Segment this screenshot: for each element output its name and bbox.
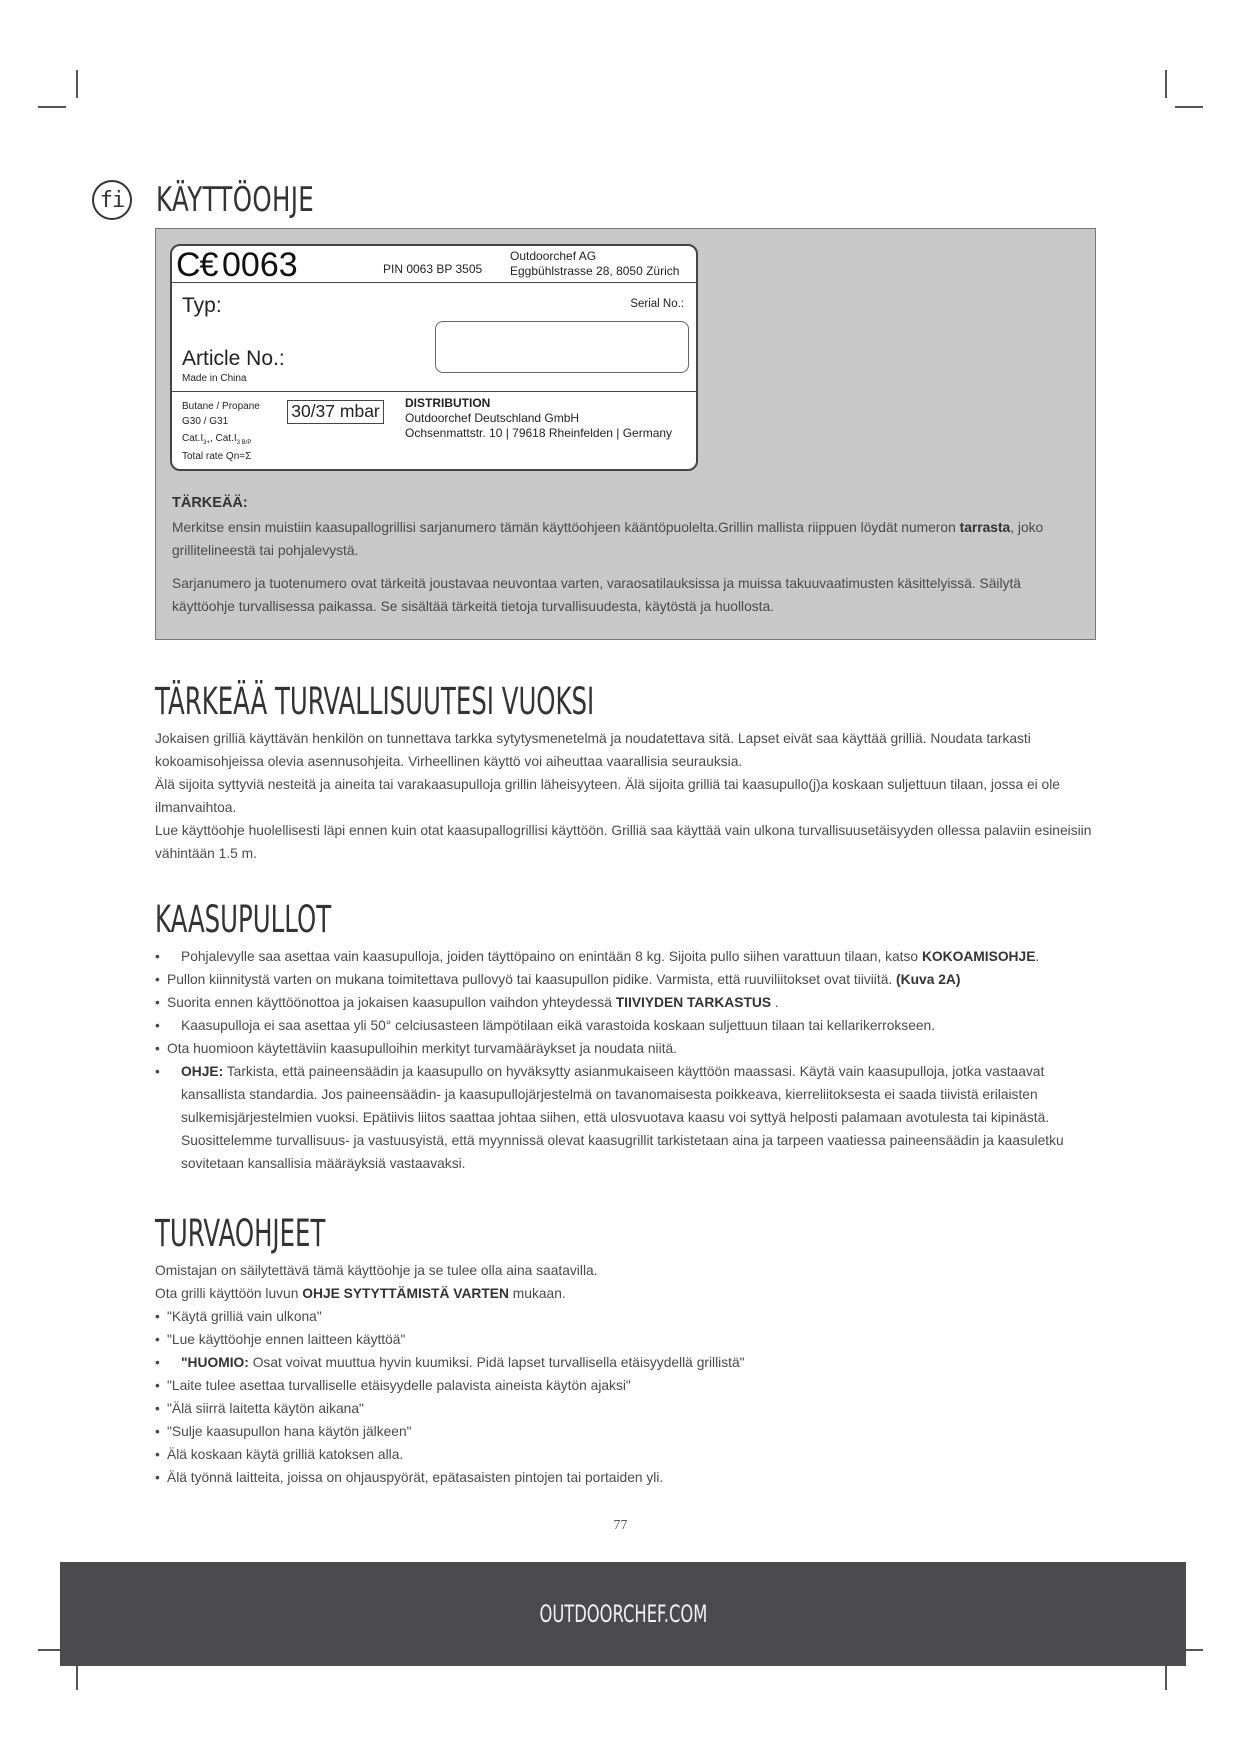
section-title-cylinders: KAASUPULLOT	[155, 898, 332, 941]
ce-mark-icon: C€	[176, 246, 218, 284]
distributor-name: Outdoorchef Deutschland GmbH	[405, 411, 580, 425]
list-item: • Pohjalevylle saa asettaa vain kaasupulloja, joiden täyttöpaino on enintään 8 kg. Sijoita pullo siihen varattuun tilaan, katso KOKOAMISOHJE.	[155, 949, 1040, 964]
list-item: • Älä koskaan käytä grilliä katoksen alla.	[155, 1447, 404, 1462]
serial-number-field	[435, 321, 689, 373]
made-in-label: Made in China	[182, 373, 247, 384]
cylinders-list	[155, 945, 1095, 1175]
instructions-text	[155, 1259, 1095, 1305]
footer-website-text: OUTDOORCHEF.COM	[539, 1600, 707, 1628]
list-item: • Älä työnnä laitteita, joissa on ohjauspyörät, epätasaisten pintojen tai portaiden yli.	[155, 1470, 664, 1485]
footer-website	[60, 1600, 1186, 1628]
ce-number: 0063	[222, 246, 298, 284]
instructions-paragraph: Omistajan on säilytettävä tämä käyttöohje ja se tulee olla aina saatavilla.	[155, 1263, 598, 1278]
gas-type-line: Butane / Propane	[182, 401, 260, 412]
plate-footer	[172, 391, 696, 473]
list-item: • "Älä siirrä laitetta käytön aikana"	[155, 1401, 364, 1416]
important-heading: TÄRKEÄÄ:	[172, 495, 248, 511]
safety-text	[155, 727, 1095, 865]
crop-mark	[76, 70, 78, 98]
list-item: • Ota huomioon käytettäviin kaasupulloihin merkityt turvamääräykset ja noudata niitä.	[155, 1041, 677, 1056]
list-item: • "Lue käyttöohje ennen laitteen käyttöä"	[155, 1332, 406, 1347]
total-rate: Total rate Qn=Σ	[182, 451, 252, 462]
footer-bar	[60, 1562, 1186, 1666]
list-item: • OHJE: Tarkista, että paineensäädin ja kaasupullo on hyväksytty asianmukaiseen käyttöön maassasi. Käytä vain kaasupulloja, jotka vastaavat kansallista standardia. Jos paineensäädin- ja kaasupullojärjestelmä on tavanomaisesta poikkeava, kierreliitoksesta ei saada tiivistä erilaisten sulkemisjärjestelmien vuoksi. Epätiivis liitos saattaa johtaa siihen, että ulosvuotava kaasu voi syttyä helposti palamaan avotulesta tai kipinästä. Suosittelemme turvallisuus- ja vastuusyistä, että myynnissä olevat kaasugrillit tarkistetaan aina ja tarpeen vaatiessa paineensäädin ja kaasuletku sovitetaan kansallisia määräyksiä vastaavaksi.	[155, 1064, 1064, 1171]
plate-header	[172, 246, 696, 283]
section-title-instructions: TURVAOHJEET	[155, 1212, 326, 1255]
list-item: • Pullon kiinnitystä varten on mukana toimitettava pullovyö tai kaasupullon pidike. Varmista, että ruuviliitokset ovat tiiviitä. (Kuva 2A)	[155, 972, 961, 987]
instructions-paragraph: Ota grilli käyttöön luvun OHJE SYTYTTÄMISTÄ VARTEN mukaan.	[155, 1286, 566, 1301]
list-item: • "Laite tulee asettaa turvalliselle etäisyydelle palavista aineista käytön ajaksi"	[155, 1378, 631, 1393]
page-title: KÄYTTÖOHJE	[156, 180, 315, 220]
crop-mark	[1175, 106, 1203, 108]
crop-mark	[38, 106, 66, 108]
instructions-list	[155, 1305, 1095, 1489]
appliance-category	[182, 432, 251, 464]
gas-type	[182, 399, 260, 429]
safety-paragraph: Älä sijoita syttyviä nesteitä ja aineita tai varakaasupulloja grillin läheisyyteen. Älä sijoita grilliä tai kaasupullo(j)a koskaan suljettuun tilaan, jossa ei ole ilmanvaihtoa.	[155, 777, 1060, 815]
important-paragraph: Sarjanumero ja tuotenumero ovat tärkeitä joustavaa neuvontaa varten, varaosatilauksissa ja muissa takuuvaatimusten käsittelyissä. Säilytä käyttöohje turvallisessa paikassa. Se sisältää tärkeitä tietoja turvallisuudesta, käytöstä ja huollosta.	[172, 576, 1021, 614]
distribution-heading: DISTRIBUTION	[405, 396, 491, 410]
safety-paragraph: Lue käyttöohje huolellisesti läpi ennen kuin otat kaasupallogrillisi käyttöön. Grilliä saa käyttää vain ulkona turvallisuusetäisyyden ollessa palaviin esineisiin vähintään 1.5 m.	[155, 823, 1092, 861]
pressure-value: 30/37 mbar	[287, 400, 384, 424]
list-item: • Kaasupulloja ei saa asettaa yli 50° celciusasteen lämpötilaan eikä varastoida koskaan suljettuun tilaan tai kellarikerrokseen.	[155, 1018, 936, 1033]
list-item: • "Käytä grilliä vain ulkona"	[155, 1309, 322, 1324]
category-line: $Cat.I_{3+}$, $Cat.I_{3 B/P}$	[182, 433, 252, 446]
rating-plate	[170, 244, 698, 471]
safety-paragraph: Jokaisen grilliä käyttävän henkilön on tunnettava tarkka sytytysmenetelmä ja noudatettava sitä. Lapset eivät saa käyttää grilliä. Noudata tarkasti kokoamisohjeissa olevia asennusohjeita. Virheellinen käyttö voi aiheuttaa vaarallisia seurauksia.	[155, 731, 1031, 769]
gas-type-line: G30 / G31	[182, 416, 229, 427]
list-item: • Suorita ennen käyttöönottoa ja jokaisen kaasupullon vaihdon yhteydessä TIIVIYDEN TARKASTUS .	[155, 995, 779, 1010]
crop-mark	[76, 1662, 78, 1690]
list-item: • "Sulje kaasupullon hana käytön jälkeen"	[155, 1424, 412, 1439]
pin-number: PIN 0063 BP 3505	[383, 262, 483, 276]
serial-label: Serial No.:	[630, 298, 684, 310]
type-label: Typ:	[182, 294, 222, 317]
language-badge: fi	[92, 180, 132, 220]
page-number: 77	[613, 1518, 628, 1533]
manufacturer-name: Outdoorchef AG	[510, 249, 597, 263]
manufacturer-address: Eggbühlstrasse 28, 8050 Zürich	[510, 264, 680, 278]
crop-mark	[1165, 1662, 1167, 1690]
important-paragraph: Merkitse ensin muistiin kaasupallogrillisi sarjanumero tämän käyttöohjeen kääntöpuolelta.Grillin mallista riippuen löydät numeron tarrasta, joko grillitelineestä tai pohjalevystä.	[172, 520, 1044, 558]
list-item: • "HUOMIO: Osat voivat muuttua hyvin kuumiksi. Pidä lapset turvallisella etäisyydellä grillistä"	[155, 1355, 745, 1370]
article-label: Article No.:	[182, 347, 285, 370]
section-title-safety: TÄRKEÄÄ TURVALLISUUTESI VUOKSI	[155, 680, 595, 723]
crop-mark	[1165, 70, 1167, 98]
distributor-address: Ochsenmattstr. 10 | 79618 Rheinfelden | Germany	[405, 426, 673, 440]
important-info-box	[155, 228, 1096, 640]
